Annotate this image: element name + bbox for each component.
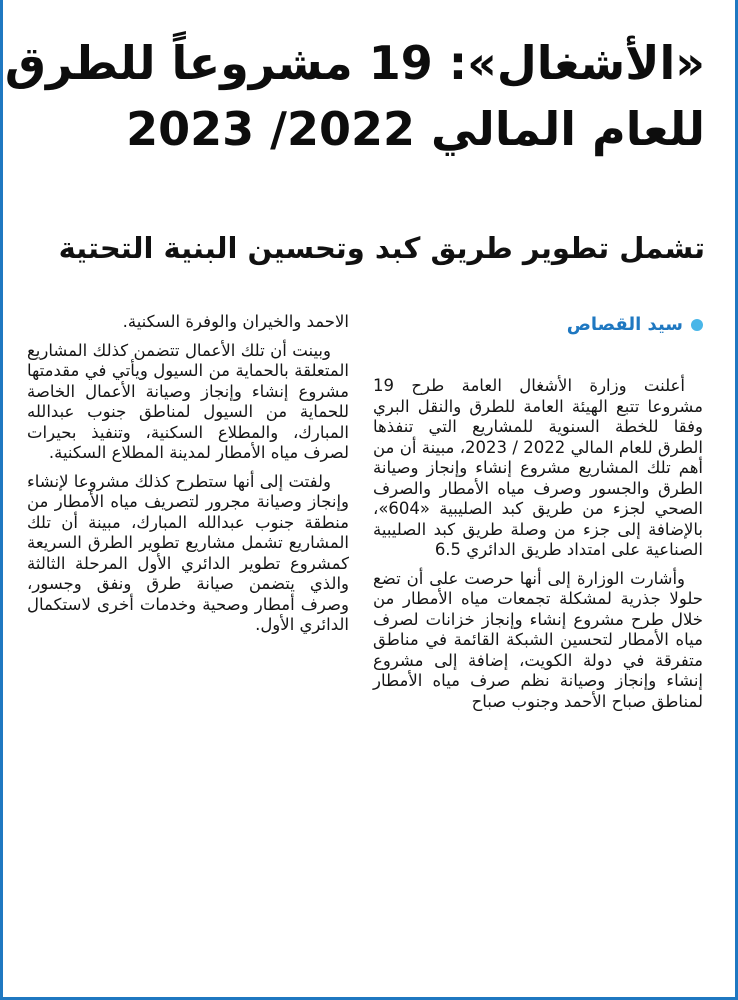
paragraph: وأشارت الوزارة إلى أنها حرصت على أن تضع حلولا جذرية لمشكلة تجمعات مياه الأمطار من خلال طرح مشروع إنشاء وإنجاز خزانات لصرف مياه الأمطار لتحسين الشبكة القائمة في مناطق متفرقة في دولة الكويت، إضافة إلى مشروع إنشاء وإنجاز وصيانة نظم صرف مياه الأمطار لمناطق صباح الأحمد وجنوب صباح (373, 568, 703, 711)
article-column-right (373, 312, 703, 720)
paragraph: الاحمد والخيران والوفرة السكنية. (122, 312, 349, 331)
headline (4, 30, 705, 162)
author-name: سيد القصاص (566, 313, 683, 335)
byline (373, 312, 703, 338)
subheadline: تشمل تطوير طريق كبد وتحسين البنية التحتية (58, 231, 705, 265)
article-column-left (27, 312, 349, 644)
byline-bullet-icon (691, 319, 703, 331)
paragraph: وبينت أن تلك الأعمال تتضمن كذلك المشاريع المتعلقة بالحماية من السيول ويأتي في مقدمتها مشروع إنشاء وإنجاز وصيانة الأعمال الخاصة للحماية من السيول لمناطق جنوب عبدالله المبارك، والمطلاع السكنية، وتنفيذ بحيرات لصرف مياه الأمطار لمدينة المطلاع السكنية. (27, 340, 349, 462)
paragraph: ولفتت إلى أنها ستطرح كذلك مشروعا لإنشاء وإنجاز وصيانة مجرور لتصريف مياه الأمطار من منطقة جنوب عبدالله المبارك، مبينة أن تلك المشاريع تشمل مشاريع تطوير الطرق السريعة كمشروع تطوير الدائري الأول المرحلة الثالثة والذي يتضمن صيانة طرق ونفق وجسور، وصرف أمطار وصحية وخدمات أخرى لاستكمال الدائري الأول. (27, 471, 349, 634)
headline-line-2: للعام المالي 2022/ 2023 (126, 102, 705, 156)
headline-line-1: «الأشغال»: 19 مشروعاً للطرق (4, 36, 705, 90)
paragraph: أعلنت وزارة الأشغال العامة طرح 19 مشروعا تتبع الهيئة العامة للطرق والنقل البري وفقا للخطة السنوية للمشاريع التي تنفذها الطرق للعام المالي 2022 / 2023، مبينة أن من أهم تلك المشاريع مشروع إنشاء وإنجاز وصيانة الطرق والجسور وصرف مياه الأمطار والصرف الصحي لجزء من طريق كبد الصليبية «604»، بالإضافة إلى جزء من وصلة طريق كبد الصليبية الصناعية على امتداد طريق الدائري 6.5 (373, 376, 703, 559)
